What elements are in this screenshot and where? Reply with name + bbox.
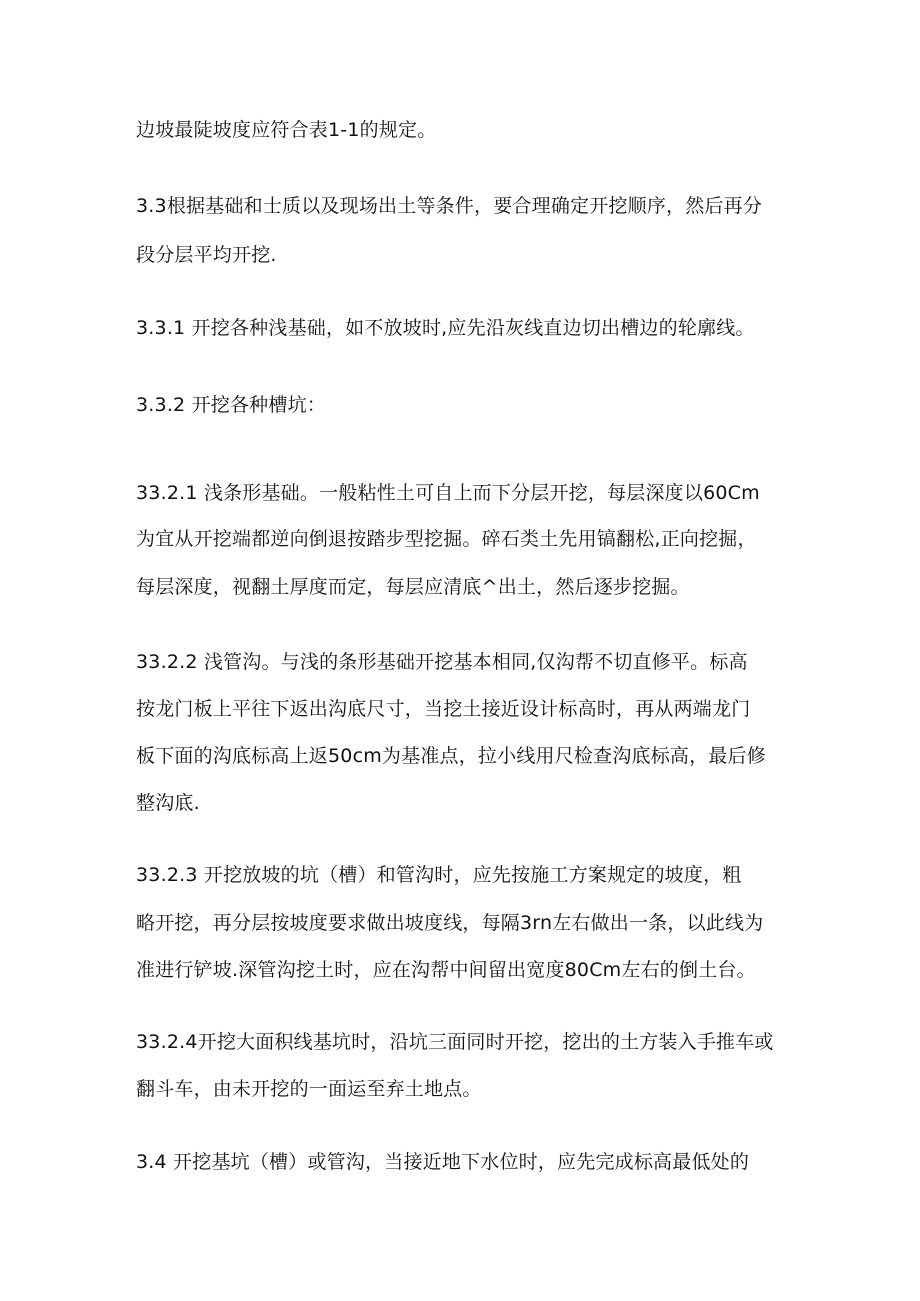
text-line: 每层深度，视翻土厚度而定，每层应清底^出土，然后逐步挖掘。 bbox=[136, 576, 690, 598]
text-line: 3.3.1 开挖各种浅基础，如不放坡时,应先沿灰线直边切出槽边的轮廓线。 bbox=[136, 317, 755, 339]
text-line: 3.3.2 开挖各种槽坑： bbox=[136, 394, 326, 416]
text-line: 略开挖，再分层按坡度要求做出坡度线，每隔3rn左右做出一条，以此线为 bbox=[136, 912, 764, 934]
text-line: 33.2.3 开挖放坡的坑（槽）和管沟时，应先按施工方案规定的坡度，粗 bbox=[136, 864, 742, 886]
text-line: 为宜从开挖端都逆向倒退按踏步型挖掘。碎石类土先用镐翻松,正向挖掘， bbox=[136, 528, 757, 550]
text-line: 翻斗车，由未开挖的一面运至弃土地点。 bbox=[136, 1078, 482, 1100]
text-line: 段分层平均开挖. bbox=[136, 244, 277, 266]
text-line: 边坡最陡坡度应符合表1-1的规定。 bbox=[136, 119, 437, 141]
text-line: 3.3根据基础和士质以及现场出土等条件，要合理确定开挖顺序，然后再分 bbox=[136, 195, 763, 217]
text-line: 按龙门板上平往下返出沟底尺寸，当挖土接近设计标高时，再从两端龙门 bbox=[136, 698, 751, 720]
text-line: 33.2.4开挖大面积线基坑时，沿坑三面同时开挖，挖出的土方装入手推车或 bbox=[136, 1031, 774, 1053]
text-line: 3.4 开挖基坑（槽）或管沟，当接近地下水位时，应先完成标高最低处的 bbox=[136, 1151, 750, 1173]
text-line: 33.2.2 浅管沟。与浅的条形基础开挖基本相同,仅沟帮不切直修平。标高 bbox=[136, 651, 748, 673]
text-line: 整沟底. bbox=[136, 792, 200, 814]
text-line: 准进行铲坡.深管沟挖土时，应在沟帮中间留出宽度80Cm左右的倒土台。 bbox=[136, 959, 756, 981]
text-line: 板下面的沟底标高上返50cm为基准点，拉小线用尺检查沟底标高，最后修 bbox=[136, 745, 766, 767]
text-line: 33.2.1 浅条形基础。一般粘性土可自上而下分层开挖，每层深度以60Cm bbox=[136, 482, 760, 504]
